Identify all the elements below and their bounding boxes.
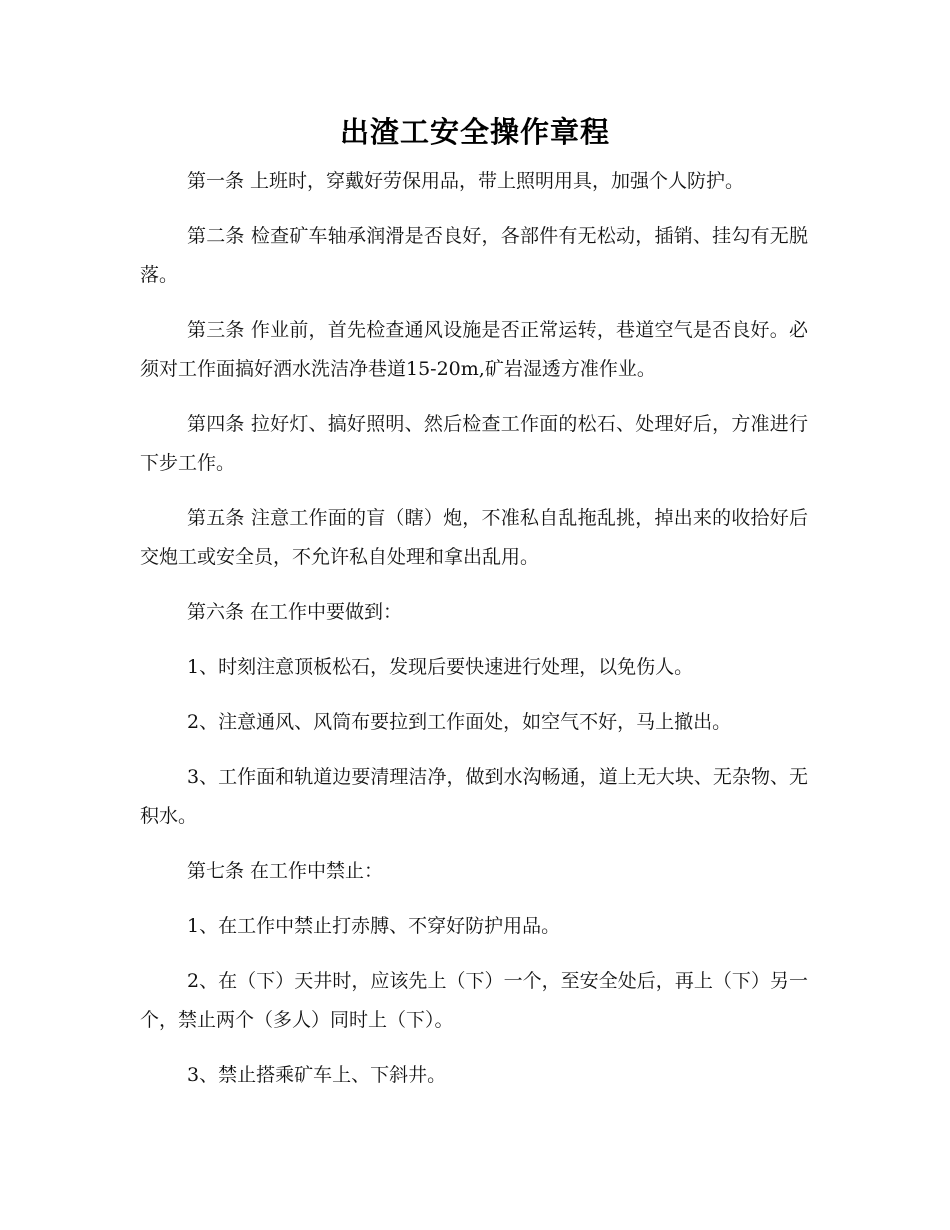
list-item-article-7-3: 3、禁止搭乘矿车上、下斜井。 [187,1064,447,1086]
list-item-article-7-1: 1、在工作中禁止打赤膊、不穿好防护用品。 [187,915,561,937]
list-item-article-6-2: 2、注意通风、风筒布要拉到工作面处，如空气不好，马上撤出。 [187,711,732,733]
paragraph-article-3: 第三条 作业前，首先检查通风设施是否正常运转，巷道空气是否良好。必须对工作面搞好洒水洗洁净巷道15-20m,矿岩湿透方准作业。 [140,319,808,380]
paragraph-article-2: 第二条 检查矿车轴承润滑是否良好，各部件有无松动，插销、挂勾有无脱落。 [140,225,808,286]
paragraph-article-4: 第四条 拉好灯、搞好照明、然后检查工作面的松石、处理好后，方准进行下步工作。 [140,413,808,474]
paragraph-article-5: 第五条 注意工作面的盲（瞎）炮，不准私自乱拖乱挑，掉出来的收拾好后交炮工或安全员，不允许私自处理和拿出乱用。 [140,507,808,568]
paragraph-article-6: 第六条 在工作中要做到： [187,601,403,623]
paragraph-article-1: 第一条 上班时，穿戴好劳保用品，带上照明用具，加强个人防护。 [187,170,745,192]
document-body [140,162,808,1111]
list-item-article-6-3: 3、工作面和轨道边要清理洁净，做到水沟畅通，道上无大块、无杂物、无积水。 [140,766,808,827]
list-item-article-7-2: 2、在（下）天井时，应该先上（下）一个，至安全处后，再上（下）另一个，禁止两个（多人）同时上（下）。 [140,970,808,1031]
document-title: 出渣工安全操作章程 [339,115,610,149]
list-item-article-6-1: 1、时刻注意顶板松石，发现后要快速进行处理，以免伤人。 [187,656,694,678]
paragraph-article-7: 第七条 在工作中禁止： [187,860,384,882]
